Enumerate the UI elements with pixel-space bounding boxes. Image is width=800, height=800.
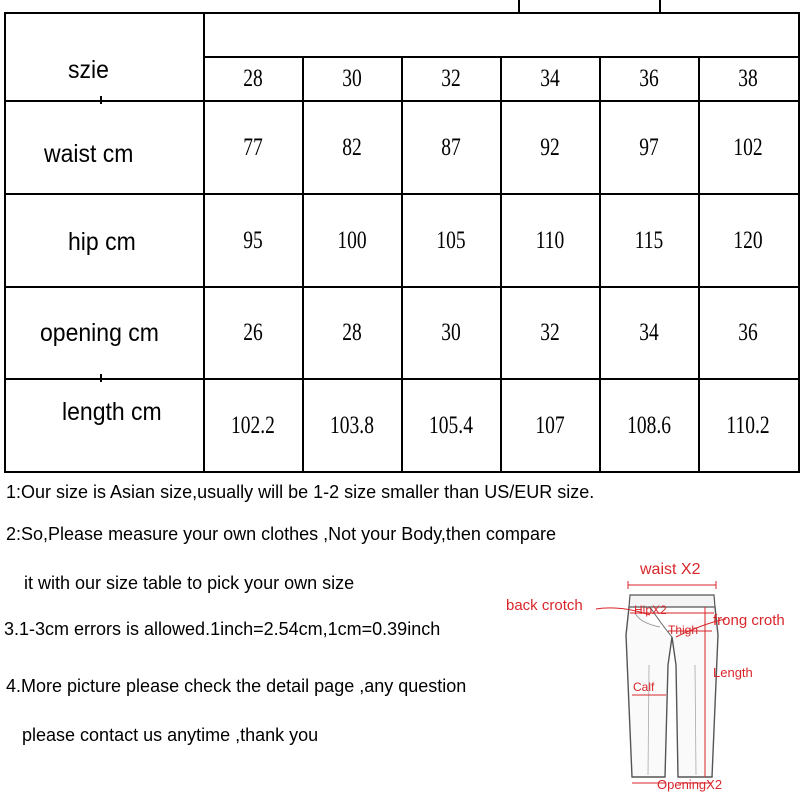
pants-measurement-diagram [500, 555, 800, 800]
note-more-pictures: 4.More picture please check the detail page ,any question [6, 676, 467, 696]
hip-cell: 100 [337, 226, 367, 254]
hip-cell: 105 [436, 226, 466, 254]
opening-cell: 28 [342, 319, 362, 346]
length-cell: 110.2 [726, 411, 770, 439]
size-cell: 30 [342, 65, 362, 92]
top-stub [659, 0, 661, 12]
note-error-tolerance: 3.1-3cm errors is allowed.1inch=2.54cm,1cm=0.39inch [4, 619, 441, 639]
back-crotch-label: back crotch [506, 597, 583, 614]
hip-cell: 120 [733, 226, 763, 254]
row-label-opening: opening cm [40, 318, 159, 347]
length-cell: 103.8 [330, 411, 374, 439]
size-cell: 38 [738, 65, 758, 92]
waist-cell: 87 [441, 133, 461, 161]
row-label-length: length cm [62, 397, 162, 426]
length-cell: 105.4 [429, 411, 473, 439]
table-top-border [4, 12, 800, 14]
opening-measure-label: OpeningX2 [657, 777, 723, 792]
column-rule [698, 56, 700, 473]
hip-cell: 110 [535, 226, 565, 254]
column-rule [500, 56, 502, 473]
note-asian-size: 1:Our size is Asian size,usually will be 1-2 size smaller than US/EUR size. [6, 482, 595, 502]
table-left-border [4, 12, 6, 473]
length-cell: 107 [535, 411, 565, 439]
thigh-measure-label: Thigh [668, 623, 699, 637]
row-label-waist: waist cm [44, 139, 134, 168]
waist-cell: 92 [540, 133, 560, 161]
waist-cell: 82 [342, 133, 362, 161]
hip-cell: 95 [243, 226, 263, 254]
length-cell: 102.2 [231, 411, 275, 439]
label-column-rule [203, 12, 205, 473]
pants-outline-icon [500, 555, 800, 800]
row-label-hip: hip cm [68, 227, 136, 256]
opening-cell: 34 [639, 319, 659, 346]
size-cell: 36 [639, 65, 659, 92]
tick-mark [100, 96, 102, 104]
waist-cell: 102 [733, 133, 763, 161]
tick-mark [100, 374, 102, 382]
length-measure-label: Length [713, 665, 753, 680]
opening-cell: 26 [243, 319, 263, 346]
hip-cell: 115 [634, 226, 664, 254]
column-rule [401, 56, 403, 473]
row-label-size: szie [68, 55, 109, 84]
size-cell: 28 [243, 65, 263, 92]
size-cell: 34 [540, 65, 560, 92]
note-contact-us: please contact us anytime ,thank you [22, 725, 319, 745]
note-measure-clothes: 2:So,Please measure your own clothes ,Not your Body,then compare [6, 524, 556, 544]
size-cell: 32 [441, 65, 461, 92]
waist-cell: 77 [243, 133, 263, 161]
opening-cell: 32 [540, 319, 560, 346]
opening-cell: 36 [738, 319, 758, 346]
opening-cell: 30 [441, 319, 461, 346]
note-compare-table: it with our size table to pick your own size [24, 573, 355, 593]
size-table [4, 0, 800, 474]
column-rule [302, 56, 304, 473]
top-stub [518, 0, 520, 12]
hip-measure-label: HipX2 [634, 603, 667, 617]
waist-cell: 97 [639, 133, 659, 161]
length-cell: 108.6 [627, 411, 671, 439]
calf-measure-label: Calf [633, 680, 655, 694]
column-rule [599, 56, 601, 473]
waist-measure-label: waist X2 [640, 561, 701, 578]
front-crotch-label: frong croth [713, 612, 785, 629]
